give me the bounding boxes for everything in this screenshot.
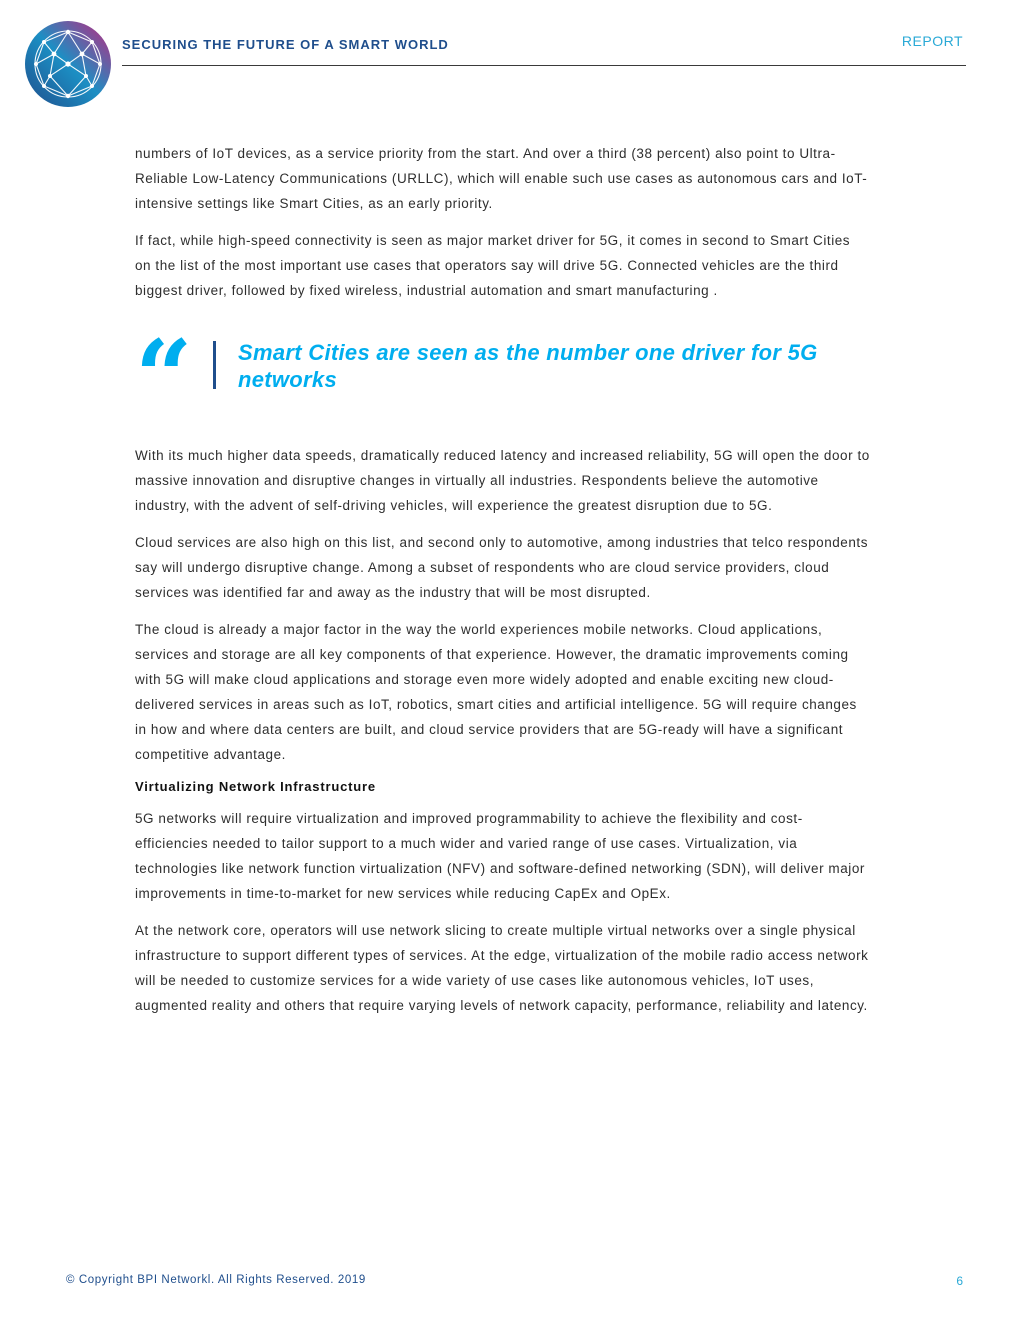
paragraph: The cloud is already a major factor in the way the world experiences mobile networks. Cloud applications, services and storage are all key components of that experience. However, the dramatic improvements coming with 5G will make cloud applications and storage even more widely adopted and enable exciting new cloud-delivered services in areas such as IoT, robotics, smart cities and artificial intelligence. 5G will require changes in how and where data centers are built, and cloud service providers that are 5G-ready will have a significant competitive advantage. bbox=[135, 622, 857, 762]
paragraph: numbers of IoT devices, as a service priority from the start. And over a third (38 percent) also point to Ultra-Reliable Low-Latency Communications (URLLC), which will enable such use cases as autonomous cars and IoT-intensive settings like Smart Cities, as an early priority. bbox=[135, 146, 868, 211]
footer-copyright: © Copyright BPI Networkl. All Rights Reserved. 2019 bbox=[66, 1274, 366, 1286]
header-divider bbox=[122, 65, 966, 66]
report-tag: REPORT bbox=[901, 33, 963, 49]
paragraph: With its much higher data speeds, dramatically reduced latency and increased reliability, 5G will open the door to massive innovation and disruptive changes in virtually all industries. Respondents believe the automotive industry, with the advent of self-driving vehicles, will experience the greatest disruption due to 5G. bbox=[135, 448, 870, 513]
report-title: SECURING THE FUTURE OF A SMART WORLD bbox=[122, 37, 449, 52]
quote-mark-icon: “ bbox=[135, 318, 193, 436]
paragraph: If fact, while high-speed connectivity is seen as major market driver for 5G, it comes in second to Smart Cities on the list of the most important use cases that operators say will drive 5G. Connected vehicles are the third biggest driver, followed by fixed wireless, industrial automation and smart manufacturing . bbox=[135, 233, 851, 298]
paragraph: 5G networks will require virtualization and improved programmability to achieve the flexibility and cost-efficiencies needed to tailor support to a much wider and varied range of use cases. Virtualization, via technologies like network function virtualization (NFV) and software-defined networking (SDN), will deliver major improvements in time-to-market for new services while reducing CapEx and OpEx. bbox=[135, 811, 865, 901]
pull-quote bbox=[135, 318, 870, 436]
page-number: 6 bbox=[956, 1274, 963, 1288]
section-heading: Virtualizing Network Infrastructure bbox=[135, 779, 376, 794]
paragraph: At the network core, operators will use network slicing to create multiple virtual networks over a single physical infrastructure to support different types of services. At the edge, virtualization of the mobile radio access network will be needed to customize services for a wide variety of use cases like autonomous vehicles, IoT uses, augmented reality and others that require varying levels of network capacity, performance, reliability and latency. bbox=[135, 923, 869, 1013]
page-content bbox=[135, 141, 870, 1030]
quote-divider bbox=[213, 341, 216, 389]
paragraph: Cloud services are also high on this list, and second only to automotive, among industries that telco respondents say will undergo disruptive change. Among a subset of respondents who are cloud service providers, cloud services was identified far and away as the industry that will be most disrupted. bbox=[135, 535, 869, 600]
globe-network-icon bbox=[24, 20, 112, 108]
pull-quote-text: Smart Cities are seen as the number one driver for 5G networks bbox=[238, 340, 818, 392]
